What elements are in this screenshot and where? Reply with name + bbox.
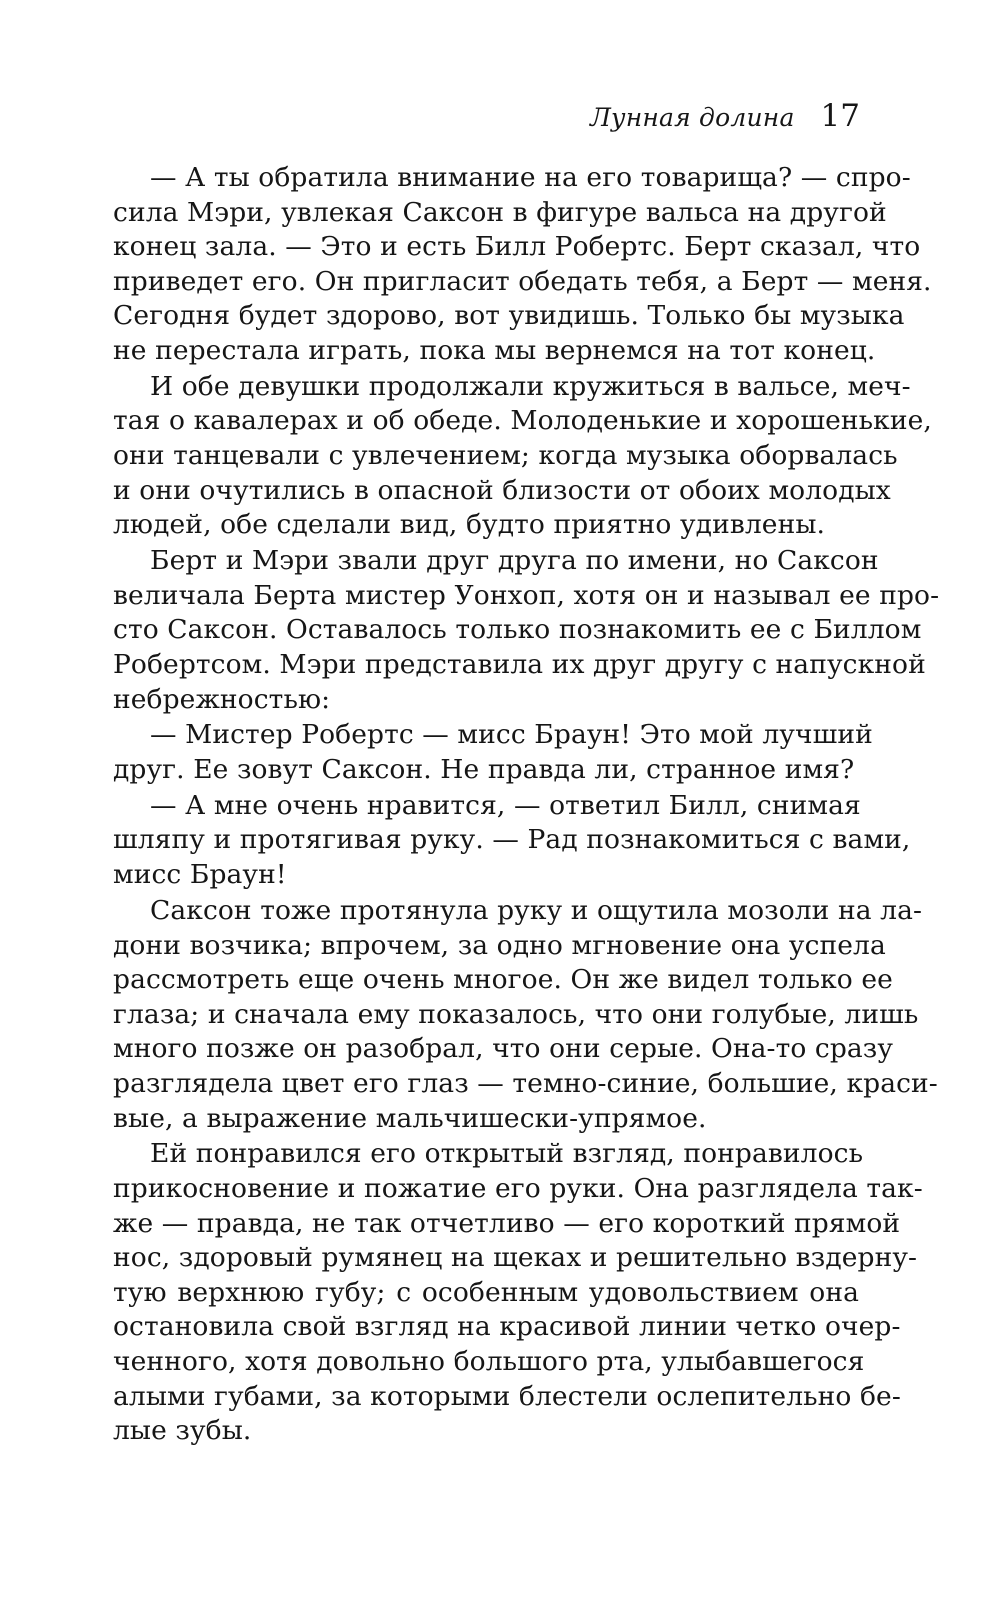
paragraph xyxy=(113,370,932,543)
text-line: Берт и Мэри звали друг друга по имени, но Саксон xyxy=(150,545,879,577)
text-line: тая о кавалерах и об обеде. Молоденькие и хорошенькие, xyxy=(113,405,932,437)
text-line: прикосновение и пожатие его руки. Она разглядела так- xyxy=(113,1173,923,1204)
paragraph xyxy=(113,894,938,1136)
paragraph xyxy=(113,1137,923,1448)
text-line: много позже он разобрал, что они серые. Она-то сразу xyxy=(113,1033,894,1065)
text-line: остановила свой взгляд на красивой линии четко очер- xyxy=(113,1311,901,1343)
text-line: рассмотреть еще очень многое. Он же видел только ее xyxy=(113,964,893,996)
text-line: приведет его. Он пригласит обедать тебя, а Берт — меня. xyxy=(113,265,932,297)
paragraph xyxy=(113,544,940,717)
text-line: сто Саксон. Оставалось только познакомить ее с Биллом xyxy=(113,614,922,646)
text-line: величала Берта мистер Уонхоп, хотя он и называл ее про- xyxy=(113,579,940,611)
body-text xyxy=(113,161,940,1449)
text-line: глаза; и сначала ему показалось, что они голубые, лишь xyxy=(113,998,919,1030)
text-line: и они очутились в опасной близости от обоих молодых xyxy=(113,474,891,506)
paragraph xyxy=(113,789,911,893)
text-line: — А ты обратила внимание на его товарища? — спро- xyxy=(150,162,911,193)
text-line: конец зала. — Это и есть Билл Робертс. Берт сказал, что xyxy=(113,231,921,263)
text-line: людей, обе сделали вид, будто приятно удивлены. xyxy=(113,509,826,541)
text-line: Сегодня будет здорово, вот увидишь. Только бы музыка xyxy=(113,300,905,332)
text-line: небрежностью: xyxy=(113,683,331,715)
paragraph xyxy=(113,718,873,787)
text-line: не перестала играть, пока мы вернемся на тот конец. xyxy=(113,334,876,366)
text-line: — Мистер Робертс — мисс Браун! Это мой лучший xyxy=(150,719,873,751)
text-line: Ей понравился его открытый взгляд, понравилось xyxy=(150,1138,864,1170)
text-line: вые, а выражение мальчишески-упрямое. xyxy=(113,1102,707,1134)
running-head xyxy=(590,98,860,134)
text-line: друг. Ее зовут Саксон. Не правда ли, странное имя? xyxy=(113,753,855,785)
text-line: тую верхнюю губу; с особенным удовольствием она xyxy=(113,1276,859,1308)
text-line: ченного, хотя довольно большого рта, улыбавшегося xyxy=(113,1345,865,1377)
text-line: нос, здоровый румянец на щеках и решительно вздерну- xyxy=(113,1242,918,1274)
text-line: шляпу и протягивая руку. — Рад познакомиться с вами, xyxy=(113,824,911,856)
text-line: Робертсом. Мэри представила их друг другу с напускной xyxy=(113,648,926,680)
text-line: разглядела цвет его глаз — темно-синие, большие, краси- xyxy=(113,1067,938,1099)
text-line: мисс Браун! xyxy=(113,859,287,891)
text-line: — А мне очень нравится, — ответил Билл, снимая xyxy=(150,789,861,821)
book-title: Лунная долина xyxy=(589,103,795,132)
text-line: И обе девушки продолжали кружиться в вальсе, меч- xyxy=(150,370,911,402)
text-line: алыми губами, за которыми блестели ослепительно бе- xyxy=(113,1380,901,1412)
paragraph xyxy=(113,161,932,369)
text-line: же — правда, не так отчетливо — его короткий прямой xyxy=(113,1207,901,1239)
text-line: Саксон тоже протянула руку и ощутила мозоли на ла- xyxy=(150,894,923,926)
page-number: 17 xyxy=(820,98,860,134)
text-line: лые зубы. xyxy=(113,1415,252,1447)
text-line: они танцевали с увлечением; когда музыка оборвалась xyxy=(113,440,898,472)
text-line: сила Мэри, увлекая Саксон в фигуре вальса на другой xyxy=(113,196,887,228)
text-line: дони возчика; впрочем, за одно мгновение она успела xyxy=(113,929,886,961)
